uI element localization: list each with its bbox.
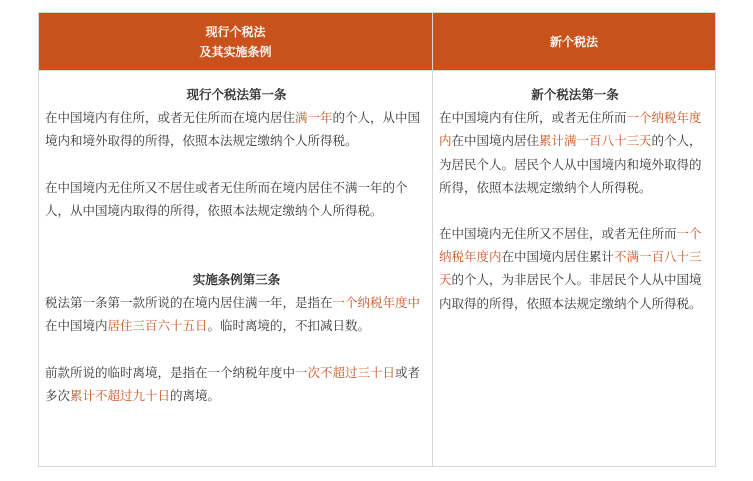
text-segment: 的个人，为居民个人。居民个人从中国境内和境外取得的所得，依照本法规定缴纳个人所得税。 (439, 133, 702, 195)
paragraph-gap (45, 153, 428, 176)
text-segment: 在中国境内有住所，或者无住所而 (439, 110, 627, 126)
table-body-row (39, 71, 716, 467)
new-law-article-title: 新个税法第一条 (531, 87, 619, 102)
highlight-text: 一个纳税年度内 (439, 110, 702, 149)
text-segment: 在中国境内 (45, 318, 108, 334)
highlight-text: 满一年 (295, 110, 333, 126)
regulation-paragraph-2 (45, 361, 428, 407)
highlight-text: 一个纳税年度中 (332, 295, 421, 311)
regulation-paragraph-1 (45, 291, 428, 337)
text-segment: 或者多次 (45, 364, 421, 403)
current-law-paragraph-1 (45, 106, 428, 152)
paragraph-gap (439, 199, 711, 222)
new-law-paragraph-1 (439, 106, 711, 199)
current-law-cell (39, 71, 433, 467)
paragraph-gap (45, 222, 428, 245)
highlight-text: 累计满一百八十三天 (539, 133, 652, 149)
header-new-law: 新个税法 (433, 13, 716, 71)
header-current-law (39, 13, 433, 71)
text-segment: 。临时离境的，不扣减日数。 (207, 318, 371, 334)
text-segment: 在中国境内居住累计 (501, 249, 615, 265)
text-segment: 前款所说的临时离境，是指在一个纳税年度中 (45, 364, 296, 380)
highlight-text: 不满一百八十三天 (439, 249, 702, 288)
regulation-article-title: 实施条例第三条 (192, 272, 281, 288)
text-segment: 的个人，从中国境内和境外取得的所得，依照本法规定缴纳个人所得税。 (45, 110, 421, 149)
comparison-table-container (38, 12, 715, 467)
highlight-text: 累计不超过九十日 (70, 387, 171, 403)
paragraph-gap (45, 338, 428, 361)
header-current-law-line1: 现行个税法 (205, 24, 266, 39)
text-segment: 的个人，为非居民个人。非居民个人从中国境内取得的所得，依照本法规定缴纳个人所得税。 (439, 272, 702, 311)
highlight-text: 一个纳税年度内 (439, 226, 702, 265)
text-segment: 在中国境内有住所，或者无住所而在境内居住 (45, 110, 296, 126)
table-header-row (39, 13, 716, 71)
current-law-article-title: 现行个税法第一条 (186, 87, 287, 102)
text-segment: 的离境。 (170, 387, 221, 403)
highlight-text: 居住三百六十五日 (107, 318, 208, 334)
paragraph-gap (45, 245, 428, 268)
header-current-law-line2: 及其实施条例 (199, 44, 272, 59)
current-law-paragraph-2: 在中国境内无住所又不居住或者无住所而在境内居住不满一年的个人，从中国境内取得的所得，依照本法规定缴纳个人所得税。 (45, 179, 408, 218)
comparison-table (38, 12, 716, 467)
text-segment: 在中国境内居住 (451, 133, 540, 149)
text-segment: 在中国境内无住所又不居住，或者无住所而 (439, 226, 677, 242)
text-segment: 税法第一条第一款所说的在境内居住满一年，是指在 (45, 295, 333, 311)
highlight-text: 一次不超过三十日 (295, 364, 396, 380)
new-law-cell (433, 71, 716, 467)
new-law-paragraph-2 (439, 222, 711, 315)
